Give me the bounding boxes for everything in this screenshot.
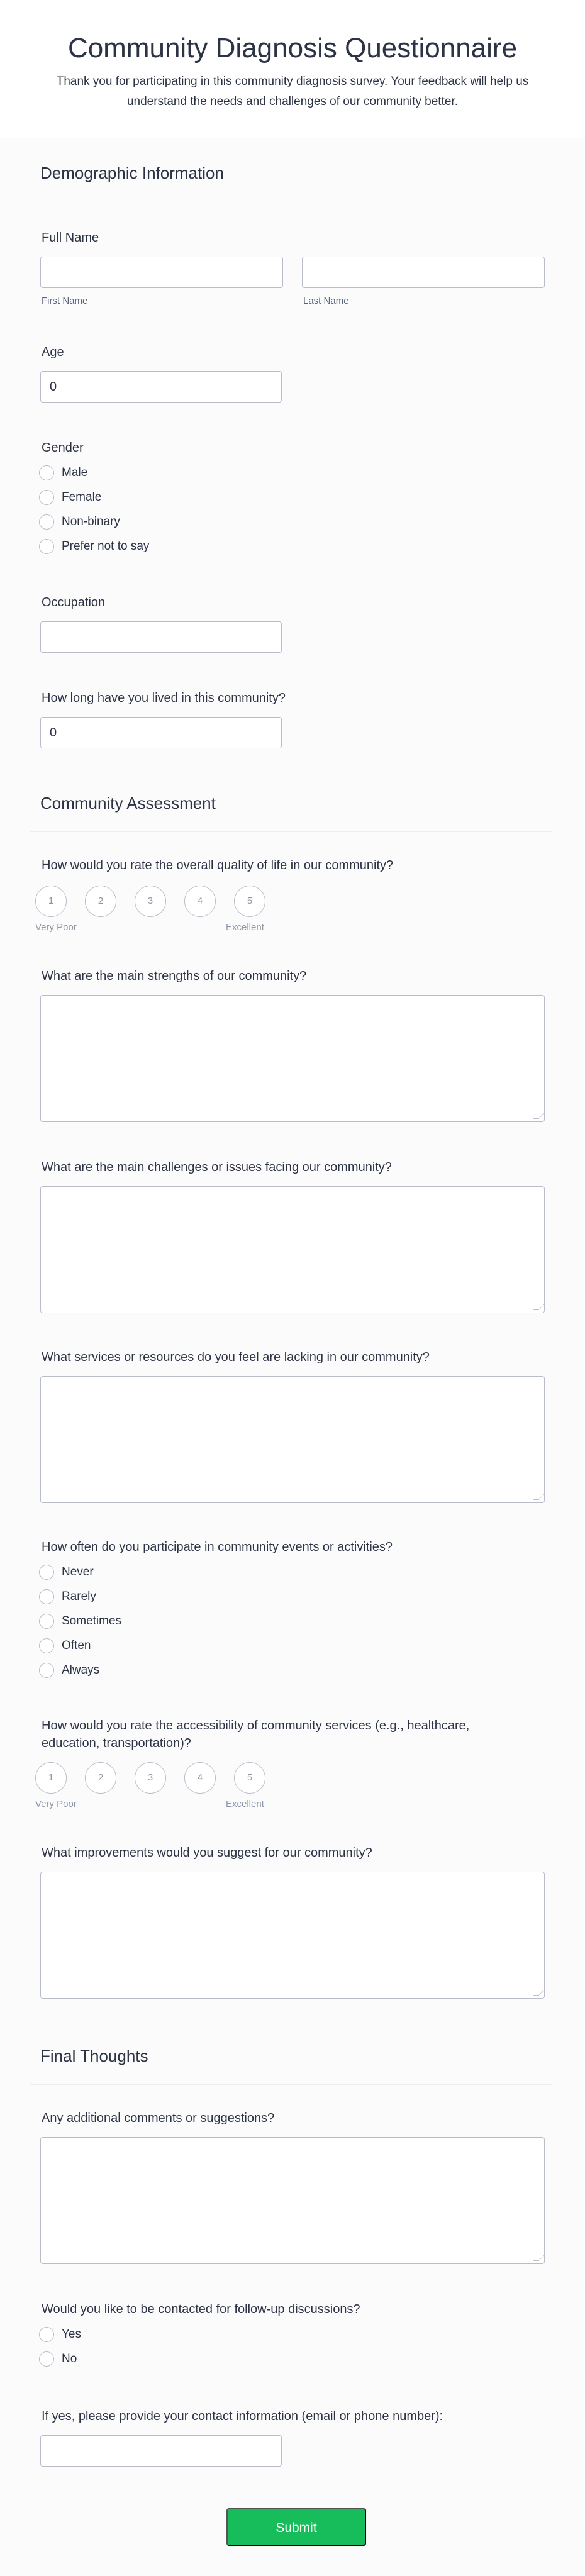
lacking-services-textarea[interactable]	[40, 1376, 545, 1503]
gender-option-male[interactable]: Male	[39, 464, 87, 482]
section-divider	[30, 2084, 552, 2085]
improvements-label: What improvements would you suggest for our community?	[42, 1846, 372, 1860]
accessibility-rating-3[interactable]: 3	[135, 1762, 166, 1794]
last-name-sublabel: Last Name	[303, 296, 349, 306]
occupation-input[interactable]	[40, 621, 282, 653]
quality-max-caption: Excellent	[226, 922, 264, 933]
last-name-input[interactable]	[302, 257, 545, 288]
radio-circle[interactable]	[39, 1565, 54, 1580]
form-header	[0, 0, 585, 138]
section-title-assessment: Community Assessment	[40, 794, 216, 813]
lacking-services-label: What services or resources do you feel are lacking in our community?	[42, 1350, 430, 1364]
section-title-demographic: Demographic Information	[40, 164, 224, 182]
radio-circle[interactable]	[39, 514, 54, 530]
participation-option-sometimes[interactable]: Sometimes	[39, 1613, 121, 1630]
contact-label: If yes, please provide your contact information (email or phone number):	[42, 2409, 443, 2423]
quality-rating-3[interactable]: 3	[135, 886, 166, 917]
first-name-sublabel: First Name	[42, 296, 88, 306]
radio-circle[interactable]	[39, 1638, 54, 1653]
radio-circle[interactable]	[39, 2351, 54, 2367]
section-title-final: Final Thoughts	[40, 2046, 148, 2065]
section-divider	[30, 831, 552, 832]
form-body	[0, 138, 585, 2483]
quality-rating-4[interactable]: 4	[184, 886, 216, 917]
submit-button[interactable]: Submit	[226, 2508, 366, 2546]
years-lived-input[interactable]	[40, 717, 282, 748]
gender-option-non-binary[interactable]: Non-binary	[39, 513, 120, 531]
quality-min-caption: Very Poor	[35, 922, 77, 933]
accessibility-rating-4[interactable]: 4	[184, 1762, 216, 1794]
challenges-textarea[interactable]	[40, 1186, 545, 1313]
participation-label: How often do you participate in community events or activities?	[42, 1540, 393, 1554]
gender-label: Gender	[42, 441, 84, 455]
accessibility-label: How would you rate the accessibility of community services (e.g., healthcare, education, transportation)?	[42, 1719, 470, 1750]
gender-option-prefer-not[interactable]: Prefer not to say	[39, 538, 149, 555]
years-lived-label: How long have you lived in this community?	[42, 691, 286, 705]
radio-circle[interactable]	[39, 465, 54, 480]
age-input[interactable]	[40, 371, 282, 402]
strengths-textarea[interactable]	[40, 995, 545, 1122]
radio-circle[interactable]	[39, 490, 54, 505]
accessibility-rating-1[interactable]: 1	[35, 1762, 67, 1794]
page-title: Community Diagnosis Questionnaire	[67, 33, 518, 64]
participation-option-never[interactable]: Never	[39, 1563, 94, 1581]
challenges-label: What are the main challenges or issues facing our community?	[42, 1160, 392, 1174]
follow-up-label: Would you like to be contacted for follow-up discussions?	[42, 2302, 360, 2316]
participation-option-often[interactable]: Often	[39, 1637, 91, 1655]
quality-of-life-label: How would you rate the overall quality of life in our community?	[42, 858, 394, 872]
participation-option-always[interactable]: Always	[39, 1662, 99, 1679]
radio-circle[interactable]	[39, 539, 54, 554]
accessibility-min-caption: Very Poor	[35, 1799, 77, 1809]
participation-option-rarely[interactable]: Rarely	[39, 1588, 96, 1606]
comments-label: Any additional comments or suggestions?	[42, 2111, 275, 2125]
follow-up-option-yes[interactable]: Yes	[39, 2326, 81, 2343]
accessibility-rating-5[interactable]: 5	[234, 1762, 265, 1794]
improvements-textarea[interactable]	[40, 1872, 545, 1999]
age-label: Age	[42, 345, 64, 359]
first-name-input[interactable]	[40, 257, 283, 288]
quality-rating-2[interactable]: 2	[85, 886, 116, 917]
radio-circle[interactable]	[39, 1614, 54, 1629]
full-name-label: Full Name	[42, 231, 99, 245]
accessibility-rating-2[interactable]: 2	[85, 1762, 116, 1794]
accessibility-max-caption: Excellent	[226, 1799, 264, 1809]
quality-rating-1[interactable]: 1	[35, 886, 67, 917]
contact-input[interactable]	[40, 2435, 282, 2467]
page-description: Thank you for participating in this community diagnosis survey. Your feedback will help us understand the needs and challenges of our community better.	[56, 75, 529, 108]
strengths-label: What are the main strengths of our community?	[42, 969, 307, 983]
radio-circle[interactable]	[39, 2327, 54, 2342]
gender-option-female[interactable]: Female	[39, 489, 101, 506]
quality-rating-5[interactable]: 5	[234, 886, 265, 917]
follow-up-option-no[interactable]: No	[39, 2350, 77, 2368]
radio-circle[interactable]	[39, 1589, 54, 1604]
comments-textarea[interactable]	[40, 2137, 545, 2264]
radio-circle[interactable]	[39, 1663, 54, 1678]
form-footer	[0, 2483, 585, 2576]
occupation-label: Occupation	[42, 596, 106, 609]
